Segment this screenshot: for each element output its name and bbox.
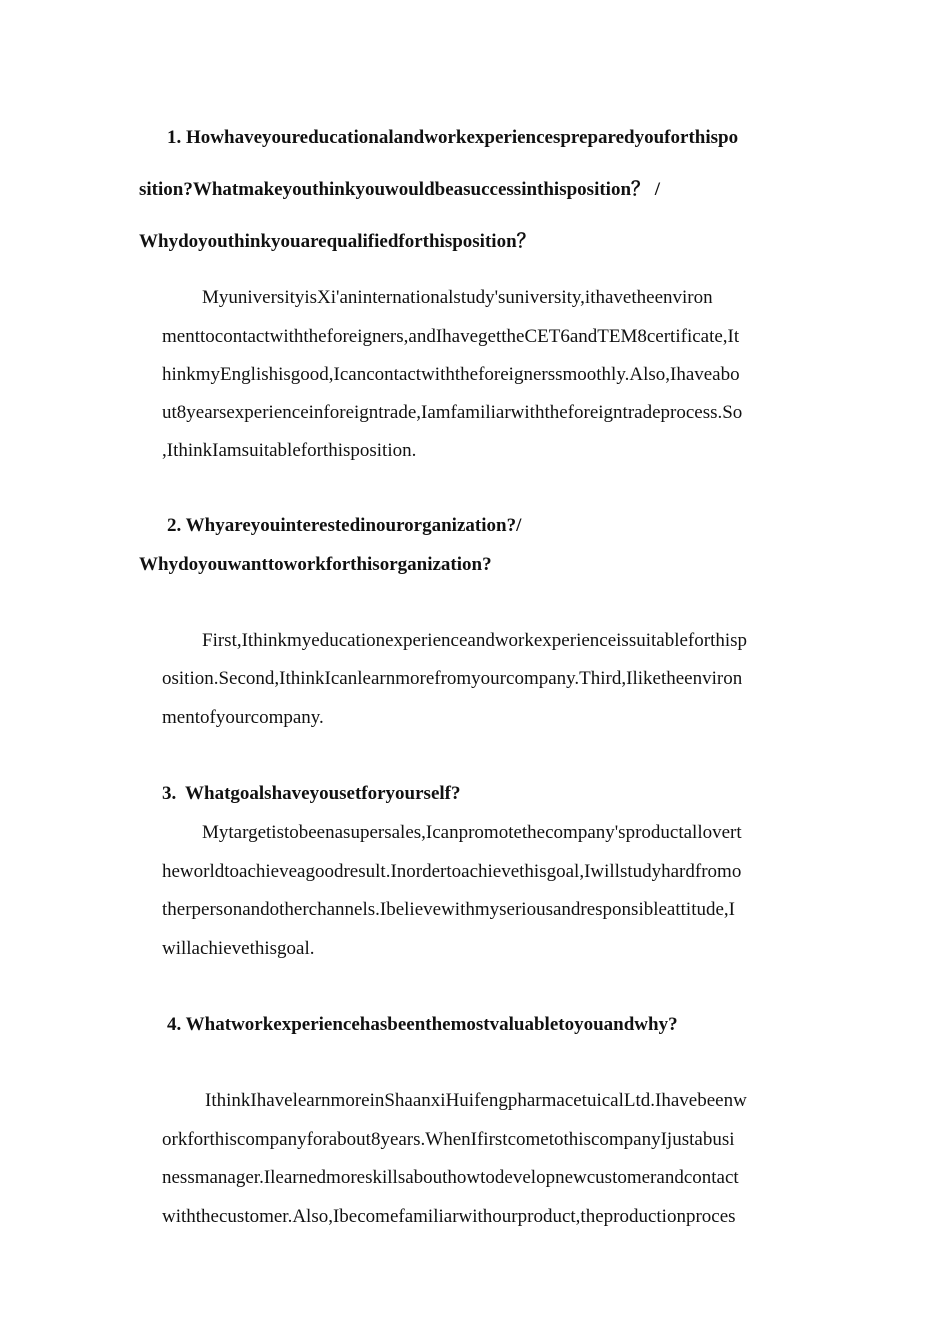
question-4-line-1 (167, 1014, 678, 1036)
question-number: 4. (167, 1014, 182, 1035)
answer-1-line-2: menttocontactwiththeforeigners,andIhavegettheCET6andTEM8certificate,It (162, 326, 740, 347)
question-number: 1. (167, 127, 182, 148)
answer-2-line-1: First,Ithinkmyeducationexperienceandworkexperienceissuitableforthisp (202, 630, 748, 651)
answer-1-line-5: ,IthinkIamsuitableforthisposition. (162, 440, 417, 461)
answer-4-line-1: IthinkIhavelearnmoreinShaanxiHuifengpharmacetuicalLtd.Ihavebeenw (205, 1090, 747, 1111)
answer-4-line-4: withthecustomer.Also,Ibecomefamiliarwithourproduct,theproductionproces (162, 1206, 736, 1227)
question-number: 2. (167, 515, 182, 536)
question-3-line-1 (162, 783, 460, 805)
question-1-line-3: Whydoyouthinkyouarequalifiedforthisposition？ (139, 231, 536, 252)
question-text: Whatworkexperiencehasbeenthemostvaluabletoyouandwhy? (185, 1014, 678, 1035)
question-text: Whyareyouinterestedinourorganization?/ (185, 515, 522, 536)
answer-3-line-1: Mytargetistobeenasupersales,Icanpromotethecompany'sproductallovert (202, 822, 742, 843)
question-1-line-2: sition?Whatmakeyouthinkyouwouldbeasuccessinthisposition？ / (139, 179, 661, 200)
question-2-line-2: Whydoyouwanttoworkforthisorganization? (139, 554, 492, 575)
answer-4-line-3: nessmanager.Ilearnedmoreskillsabouthowtodevelopnewcustomerandcontact (162, 1167, 739, 1188)
question-number: 3. (162, 783, 177, 804)
answer-3-line-2: heworldtoachieveagoodresult.Inordertoachievethisgoal,Iwillstudyhardfromo (162, 861, 742, 882)
question-text: Howhaveyoureducationalandworkexperiencespreparedyouforthispo (186, 127, 739, 148)
answer-2-line-3: mentofyourcompany. (162, 707, 324, 728)
answer-3-line-3: therpersonandotherchannels.Ibelievewithmyseriousandresponsibleattitude,I (162, 899, 735, 920)
question-2-line-1 (167, 515, 521, 537)
answer-4-line-2: orkforthiscompanyforabout8years.WhenIfirstcometothiscompanyIjustabusi (162, 1129, 735, 1150)
answer-1-line-3: hinkmyEnglishisgood,Icancontactwiththeforeignerssmoothly.Also,Ihaveabo (162, 364, 740, 385)
answer-1-line-1: MyuniversityisXi'aninternationalstudy'suniversity,ithavetheenviron (202, 287, 713, 308)
answer-1-line-4: ut8yearsexperienceinforeigntrade,Iamfamiliarwiththeforeigntradeprocess.So (162, 402, 743, 423)
answer-3-line-4: willachievethisgoal. (162, 938, 315, 959)
question-1-line-1 (167, 127, 738, 149)
answer-2-line-2: osition.Second,IthinkIcanlearnmorefromyourcompany.Third,Iliketheenviron (162, 668, 743, 689)
question-text: Whatgoalshaveyousetforyourself? (185, 783, 461, 804)
